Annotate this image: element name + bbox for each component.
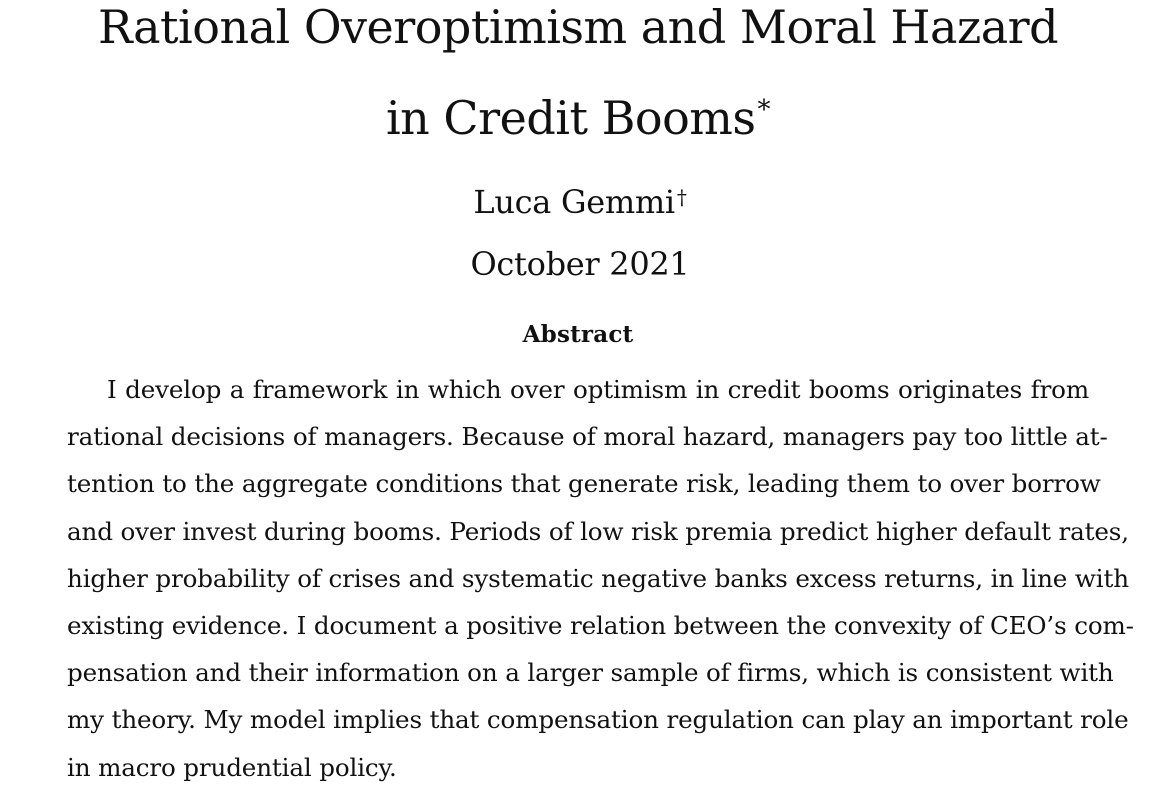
abstract-line: my theory. My model implies that compensation regulation can play an important role [67,705,1129,735]
title-footnote-mark[interactable]: * [757,95,771,125]
title-text-line-2: in Credit Booms [385,91,756,145]
paper-title-line-1 [0,0,1156,54]
abstract-line: existing evidence. I document a positive relation between the convexity of CEO’s com- [67,610,1134,640]
abstract-line: I develop a framework in which over optimism in credit booms originates from [107,375,1089,404]
abstract-line: rational decisions of managers. Because of moral hazard, managers pay too little at- [67,422,1108,452]
paper-title-line-2 [0,91,1156,145]
abstract-line: tention to the aggregate conditions that generate risk, leading them to over borrow [67,469,1101,499]
title-text-line-1: Rational Overoptimism and Moral Hazard [97,0,1059,54]
abstract-line: and over invest during booms. Periods of low risk premia predict higher default rates, [67,516,1129,546]
author-name-text: Luca Gemmi [473,183,675,221]
abstract-line: pensation and their information on a larger sample of firms, which is consistent with [67,658,1114,688]
abstract-line: higher probability of crises and systematic negative banks excess returns, in line with [67,563,1129,593]
author-name [0,183,1160,221]
abstract-body [67,366,1134,791]
publication-date: October 2021 [470,245,690,283]
abstract-line: in macro prudential policy. [67,752,397,782]
abstract-heading: Abstract [522,321,634,348]
author-footnote-mark[interactable]: † [676,185,687,209]
